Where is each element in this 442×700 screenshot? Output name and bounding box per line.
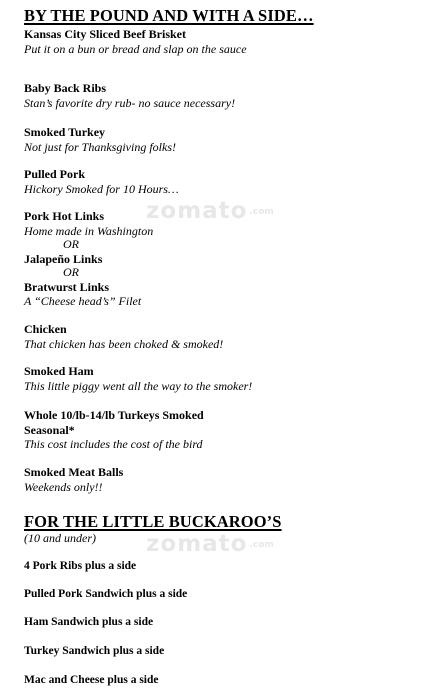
menu-item-brisket: [24, 27, 424, 56]
item-description: That chicken has been choked & smoked!: [24, 336, 224, 351]
kids-item-ham-sandwich: Ham Sandwich plus a side: [24, 616, 154, 628]
item-name: Smoked Meat Balls: [24, 465, 124, 479]
menu-item-smoked-turkey: [24, 125, 424, 154]
watermark-text: zomato: [146, 198, 248, 224]
item-description: This little piggy went all the way to the smoker!: [24, 378, 253, 393]
menu-item-links-group: [24, 206, 424, 309]
item-description: Weekends only!!: [24, 479, 103, 494]
kids-item-pulled-pork-sandwich: Pulled Pork Sandwich plus a side: [24, 588, 188, 600]
item-description: A “Cheese head’s” Filet: [24, 294, 142, 308]
kids-item-turkey-sandwich: Turkey Sandwich plus a side: [24, 645, 165, 657]
section-heading-little-buckaroos: FOR THE LITTLE BUCKAROO’S: [24, 512, 282, 531]
or-separator: OR: [63, 237, 79, 251]
menu-item-smoked-meat-balls: [24, 465, 424, 494]
item-name-line2: Seasonal*: [24, 422, 75, 437]
item-name-jalapeno-links: Jalapeño Links: [24, 251, 103, 266]
watermark-suffix: .com: [249, 539, 274, 550]
item-description: Home made in Washington: [24, 223, 154, 238]
item-name: Smoked Turkey: [24, 125, 106, 139]
item-name: Kansas City Sliced Beef Brisket: [24, 27, 186, 41]
kids-item-mac-and-cheese: Mac and Cheese plus a side: [24, 674, 159, 686]
age-note: (10 and under): [24, 531, 96, 545]
menu-item-baby-back-ribs: [24, 81, 424, 110]
menu-item-chicken: [24, 322, 424, 351]
item-description: Not just for Thanksgiving folks!: [24, 139, 177, 154]
item-description: Stan’s favorite dry rub- no sauce necessary!: [24, 95, 236, 110]
item-name: Smoked Ham: [24, 364, 94, 378]
item-name-line1: Whole 10/lb-14/lb Turkeys Smoked: [24, 408, 204, 422]
item-name: Baby Back Ribs: [24, 81, 107, 95]
kids-item-pork-ribs: 4 Pork Ribs plus a side: [24, 560, 137, 572]
menu-item-smoked-ham: [24, 364, 424, 393]
watermark-suffix: .com: [249, 206, 274, 217]
item-name: Pulled Pork: [24, 167, 86, 181]
item-description: This cost includes the cost of the bird: [24, 437, 203, 451]
watermark-text: zomato: [146, 531, 248, 557]
menu-item-pulled-pork: [24, 167, 424, 196]
or-separator: OR: [63, 265, 79, 279]
item-description: Put it on a bun or bread and slap on the sauce: [24, 41, 247, 56]
section-subheading: [24, 531, 424, 546]
menu-item-whole-turkey: [24, 408, 424, 452]
item-name-bratwurst-links: Bratwurst Links: [24, 279, 110, 294]
item-name: Chicken: [24, 322, 67, 336]
section-heading-by-the-pound: BY THE POUND AND WITH A SIDE…: [24, 6, 314, 25]
item-description: Hickory Smoked for 10 Hours…: [24, 181, 179, 196]
item-name-pork-hot-links: Pork Hot Links: [24, 209, 105, 223]
